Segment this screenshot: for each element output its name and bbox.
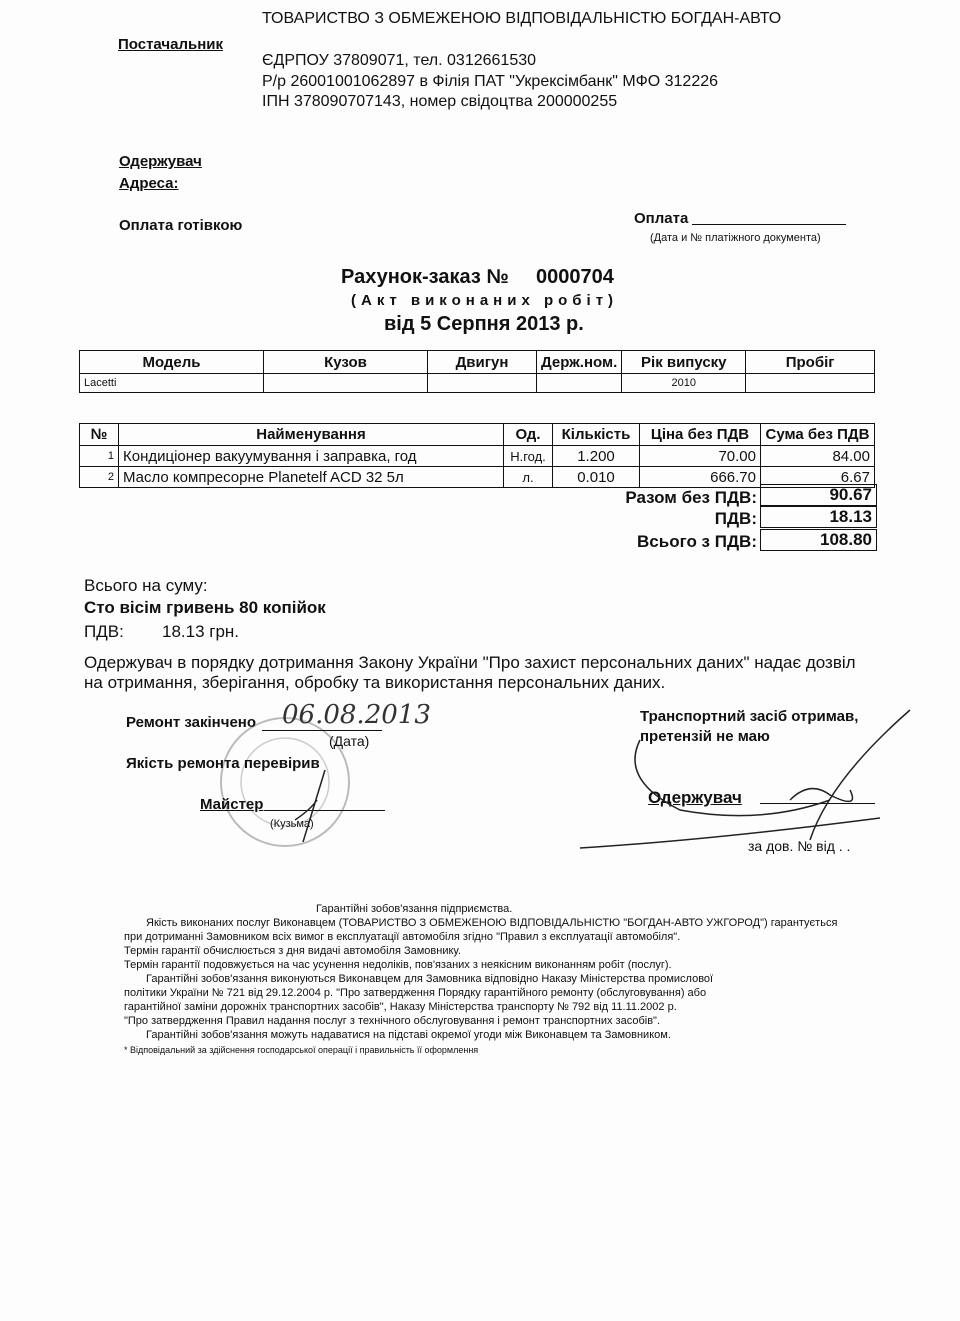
supplier-line-1: ЄДРПОУ 37809071, тел. 0312661530: [262, 52, 537, 69]
doc-subtitle: (Акт виконаних робіт): [351, 292, 619, 309]
supplier-name: ТОВАРИСТВО З ОБМЕЖЕНОЮ ВІДПОВІДАЛЬНІСТЮ БОГДАН-АВТО: [262, 10, 782, 27]
item-price: 666.70: [640, 467, 761, 488]
vehicle-header-mileage: Пробіг: [746, 351, 875, 374]
recipient-label: Одержувач: [119, 153, 202, 170]
vehicle-header-body: Кузов: [264, 351, 428, 374]
warranty-line: Якість виконаних послуг Виконавцем (ТОВАРИСТВО З ОБМЕЖЕНОЮ ВІДПОВІДАЛЬНІСТЮ "БОГДАН-АВТО УЖГОРОД") гарантується: [146, 917, 838, 929]
vehicle-received-label: Транспортний засіб отримав,: [640, 708, 859, 725]
vehicle-value-row: [80, 374, 875, 393]
item-name: Масло компресорне Planetelf ACD 32 5л: [119, 467, 504, 488]
quality-checked-label: Якість ремонта перевірив: [126, 755, 320, 772]
warranty-line: "Про затвердження Правил надання послуг з технічного обслуговування і ремонт транспортних засобів".: [124, 1015, 661, 1027]
payment-note: (Дата и № платіжного документа): [650, 232, 821, 244]
items-header-name: Найменування: [119, 424, 504, 446]
consent-line-2: на отримання, зберігання, обробку та використання персональних даних.: [84, 673, 666, 692]
warranty-line: Термін гарантії обчислюється з дня видачі автомобіля Замовнику.: [124, 945, 461, 957]
payment-method: Оплата готівкою: [119, 217, 243, 234]
repair-done-label: Ремонт закінчено: [126, 714, 257, 731]
vehicle-model: Lacetti: [80, 374, 264, 393]
address-label: Адреса:: [119, 175, 179, 192]
sum-words-vat-label: ПДВ:: [84, 622, 124, 641]
vehicle-header-engine: Двигун: [428, 351, 537, 374]
item-unit: Н.год.: [504, 446, 553, 467]
warranty-text: [124, 916, 837, 1042]
sum-words-vat-value: 18.13 грн.: [162, 622, 240, 641]
vehicle-table: [79, 350, 875, 393]
items-header-qty: Кількість: [553, 424, 640, 446]
payment-line: [692, 224, 846, 225]
consent-line-1: Одержувач в порядку дотримання Закону України "Про захист персональних даних" надає дозвіл: [84, 653, 856, 672]
warranty-line: при дотриманні Замовником всіх вимог в експлуатації автомобіля згідно "Правил з експлуатації автомобіля".: [124, 931, 681, 943]
items-header-price: Ціна без ПДВ: [640, 424, 761, 446]
table-row: [80, 467, 875, 488]
item-unit: л.: [504, 467, 553, 488]
item-qty: 1.200: [553, 446, 640, 467]
vat-label: ПДВ:: [714, 509, 757, 528]
items-header-unit: Од.: [504, 424, 553, 446]
master-label: Майстер: [200, 796, 264, 813]
table-row: [80, 446, 875, 467]
vehicle-header-row: [80, 351, 875, 374]
item-no: 2: [80, 467, 119, 488]
items-header-sum: Сума без ПДВ: [761, 424, 875, 446]
sum-words-text: Сто вісім гривень 80 копійок: [84, 598, 326, 617]
warranty-line: Гарантійні зобов'язання можуть надаватися на підставі окремої угоди між Виконавцем та Замовником.: [146, 1029, 671, 1041]
master-name: (Кузьма): [270, 818, 314, 830]
total-label: Всього з ПДВ:: [637, 532, 757, 551]
subtotal-label: Разом без ПДВ:: [625, 488, 757, 507]
vehicle-header-year: Рік випуску: [622, 351, 746, 374]
no-claims-label: претензій не маю: [640, 728, 770, 745]
warranty-line: гарантійної заміни дорожніх транспортних засобів", Наказу Міністерства транспорту № 792 від 11.11.2002 р.: [124, 1001, 677, 1013]
supplier-line-3: ІПН 378090707143, номер свідоцтва 200000255: [262, 93, 618, 110]
doc-date: від 5 Серпня 2013 р.: [384, 313, 584, 335]
vehicle-header-plate: Держ.ном.: [537, 351, 622, 374]
warranty-line: Гарантійні зобов'язання виконуються Виконавцем для Замовника відповідно Наказу Міністерства промислової: [146, 973, 714, 985]
warranty-title: Гарантійні зобов'язання підприємства.: [316, 903, 513, 915]
sum-words-label: Всього на суму:: [84, 576, 208, 595]
warranty-line: політики України № 721 від 29.12.2004 р. "Про затвердження Порядку гарантійного ремонту (обслуговування) або: [124, 987, 707, 999]
repair-date-line: [262, 730, 382, 731]
items-table: [79, 423, 875, 488]
total-value: 108.80: [760, 529, 877, 551]
vehicle-header-model: Модель: [80, 351, 264, 374]
warranty-line: Термін гарантії подовжується на час усунення недоліків, пов'язаних з неякісним виконанням робіт (послуг).: [124, 959, 672, 971]
vehicle-body: [264, 374, 428, 393]
recipient-sign-label: Одержувач: [648, 788, 742, 807]
repair-date-handwritten: 06.08.2013: [282, 700, 431, 730]
vehicle-year: 2010: [622, 374, 746, 393]
supplier-label: Постачальник: [118, 36, 223, 53]
item-name: Кондиціонер вакуумування і заправка, год: [119, 446, 504, 467]
item-sum: 6.67: [761, 467, 875, 488]
vehicle-engine: [428, 374, 537, 393]
items-header-row: [80, 424, 875, 446]
doc-number: 0000704: [536, 266, 614, 288]
doc-title: Рахунок-заказ №: [341, 266, 509, 288]
items-header-no: №: [80, 424, 119, 446]
item-sum: 84.00: [761, 446, 875, 467]
payment-label: Оплата: [634, 210, 689, 227]
item-qty: 0.010: [553, 467, 640, 488]
vehicle-mileage: [746, 374, 875, 393]
item-price: 70.00: [640, 446, 761, 467]
supplier-line-2: Р/р 26001001062897 в Філія ПАТ "Укрексімбанк" МФО 312226: [262, 73, 719, 90]
responsible-footnote: * Відповідальний за здійснення господарської операції і правильність її оформлення: [124, 1045, 479, 1055]
item-no: 1: [80, 446, 119, 467]
date-caption: (Дата): [329, 733, 370, 749]
power-of-attorney: за дов. № від . .: [748, 838, 851, 854]
subtotal-value: 90.67: [760, 484, 877, 506]
vat-value: 18.13: [760, 506, 877, 528]
master-signature: [255, 760, 365, 850]
vehicle-plate: [537, 374, 622, 393]
recipient-signature: [560, 700, 920, 860]
